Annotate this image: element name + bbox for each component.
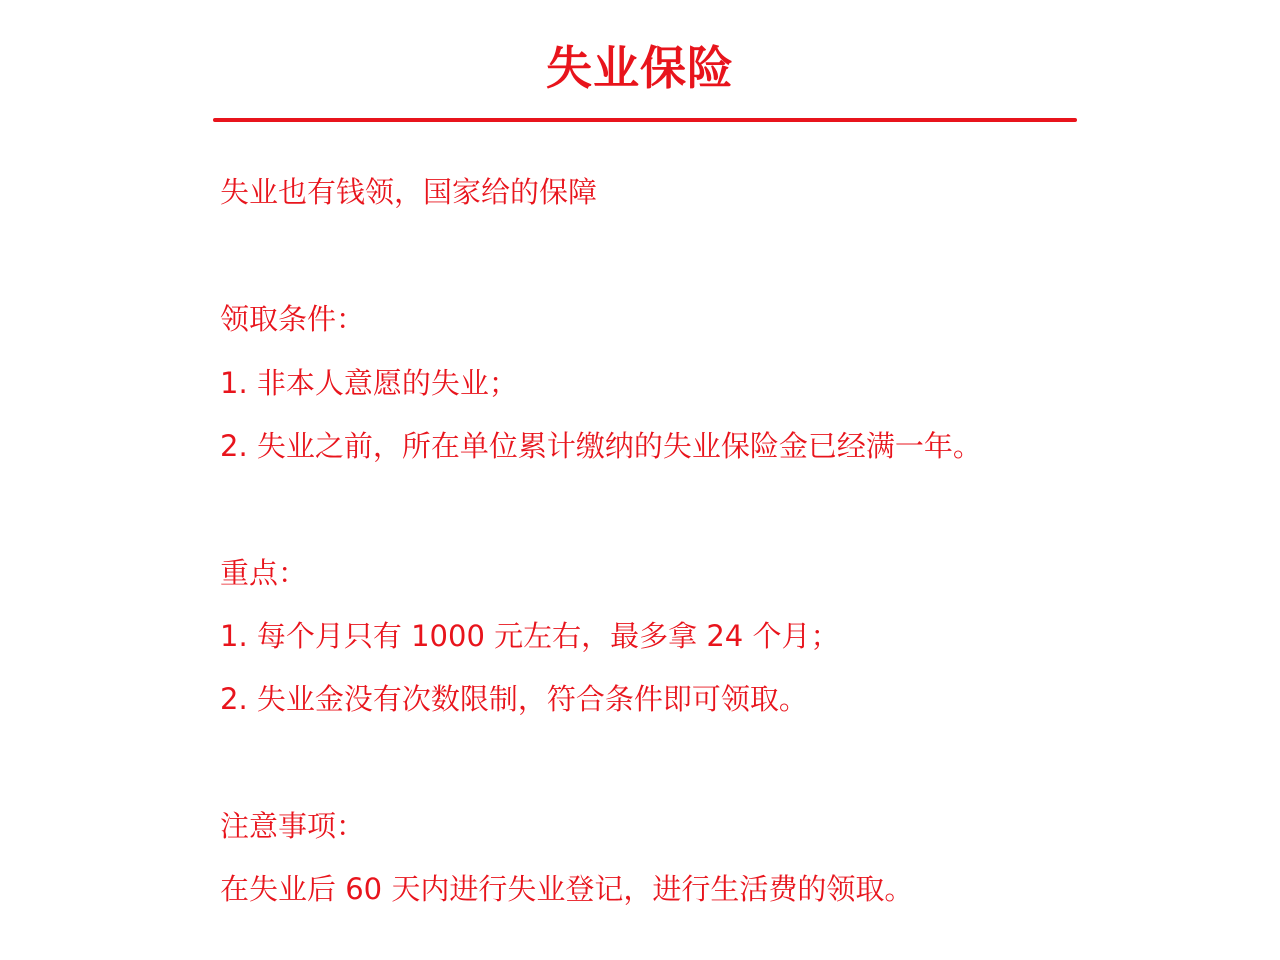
- conditions-heading: 领取条件：: [220, 302, 366, 336]
- page-title: 失业保险: [546, 41, 734, 95]
- title-divider: [213, 118, 1077, 122]
- condition-item-1: 1. 非本人意愿的失业；: [220, 366, 518, 400]
- condition-item-2: 2. 失业之前，所在单位累计缴纳的失业保险金已经满一年。: [220, 429, 982, 463]
- notes-heading: 注意事项：: [220, 809, 366, 843]
- key-point-item-1: 1. 每个月只有 1000 元左右，最多拿 24 个月；: [220, 619, 840, 653]
- key-points-heading: 重点：: [220, 556, 308, 590]
- subtitle: 失业也有钱领，国家给的保障: [220, 175, 598, 209]
- key-point-item-2: 2. 失业金没有次数限制，符合条件即可领取。: [220, 682, 808, 716]
- notes-text: 在失业后 60 天内进行失业登记，进行生活费的领取。: [220, 872, 914, 906]
